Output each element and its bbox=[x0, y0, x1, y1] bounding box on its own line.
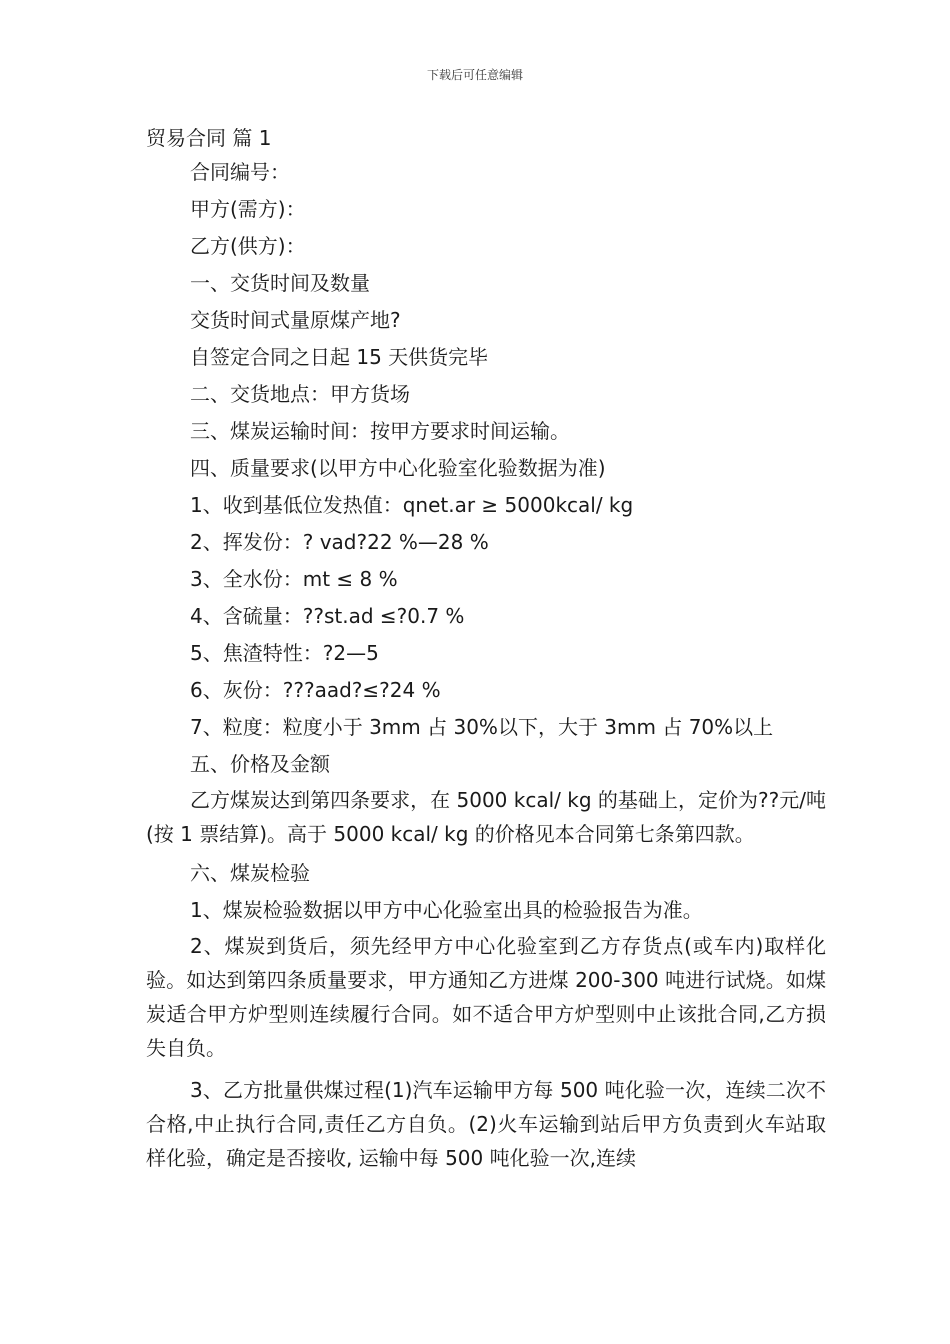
section-6-heading: 六、煤炭检验 bbox=[190, 861, 310, 885]
quality-item-1: 1、收到基低位发热值：qnet.ar ≥ 5000kcal/ kg bbox=[190, 493, 634, 517]
contract-body bbox=[146, 122, 826, 1175]
inspection-paragraph-2: 2、煤炭到货后，须先经甲方中心化验室到乙方存货点(或车内)取样化验。如达到第四条质量要求，甲方通知乙方进煤 200-300 吨进行试烧。如煤炭适合甲方炉型则连续履行合同。如不适合甲方炉型则中止该批合同,乙方损失自负。 bbox=[146, 934, 826, 1060]
quality-item-4: 4、含硫量：??st.ad ≤?0.7 % bbox=[190, 604, 465, 628]
section-5-heading: 五、价格及金额 bbox=[190, 752, 330, 776]
delivery-deadline-line: 自签定合同之日起 15 天供货完毕 bbox=[190, 345, 489, 369]
section-4-heading: 四、质量要求(以甲方中心化验室化验数据为准) bbox=[190, 456, 606, 480]
contract-number-line: 合同编号： bbox=[190, 160, 290, 184]
quality-item-5: 5、焦渣特性：?2—5 bbox=[190, 641, 379, 665]
quality-item-6: 6、灰份：???aad?≤?24 % bbox=[190, 678, 441, 702]
quality-item-2: 2、挥发份：? vad?22 %—28 % bbox=[190, 530, 489, 554]
inspection-item-1: 1、煤炭检验数据以甲方中心化验室出具的检验报告为准。 bbox=[190, 898, 703, 922]
price-paragraph: 乙方煤炭达到第四条要求，在 5000 kcal/ kg 的基础上，定价为??元/吨(按 1 票结算)。高于 5000 kcal/ kg 的价格见本合同第七条第四款。 bbox=[146, 788, 826, 846]
contract-title: 贸易合同 篇 1 bbox=[146, 126, 272, 150]
quality-item-7: 7、粒度：粒度小于 3mm 占 30%以下，大于 3mm 占 70%以上 bbox=[190, 715, 774, 739]
delivery-origin-line: 交货时间式量原煤产地? bbox=[190, 308, 401, 332]
header-note: 下载后可任意编辑 bbox=[426, 68, 523, 82]
party-a-line: 甲方(需方)： bbox=[190, 197, 306, 221]
section-3-heading: 三、煤炭运输时间：按甲方要求时间运输。 bbox=[190, 419, 570, 443]
section-1-heading: 一、交货时间及数量 bbox=[190, 271, 370, 295]
party-b-line: 乙方(供方)： bbox=[190, 234, 306, 258]
quality-item-3: 3、全水份：mt ≤ 8 % bbox=[190, 567, 398, 591]
section-2-heading: 二、交货地点：甲方货场 bbox=[190, 382, 410, 406]
inspection-paragraph-3: 3、乙方批量供煤过程(1)汽车运输甲方每 500 吨化验一次，连续二次不合格,中止执行合同,责任乙方自负。(2)火车运输到站后甲方负责到火车站取样化验，确定是否接收, 运输中每 500 吨化验一次,连续 bbox=[146, 1078, 826, 1170]
